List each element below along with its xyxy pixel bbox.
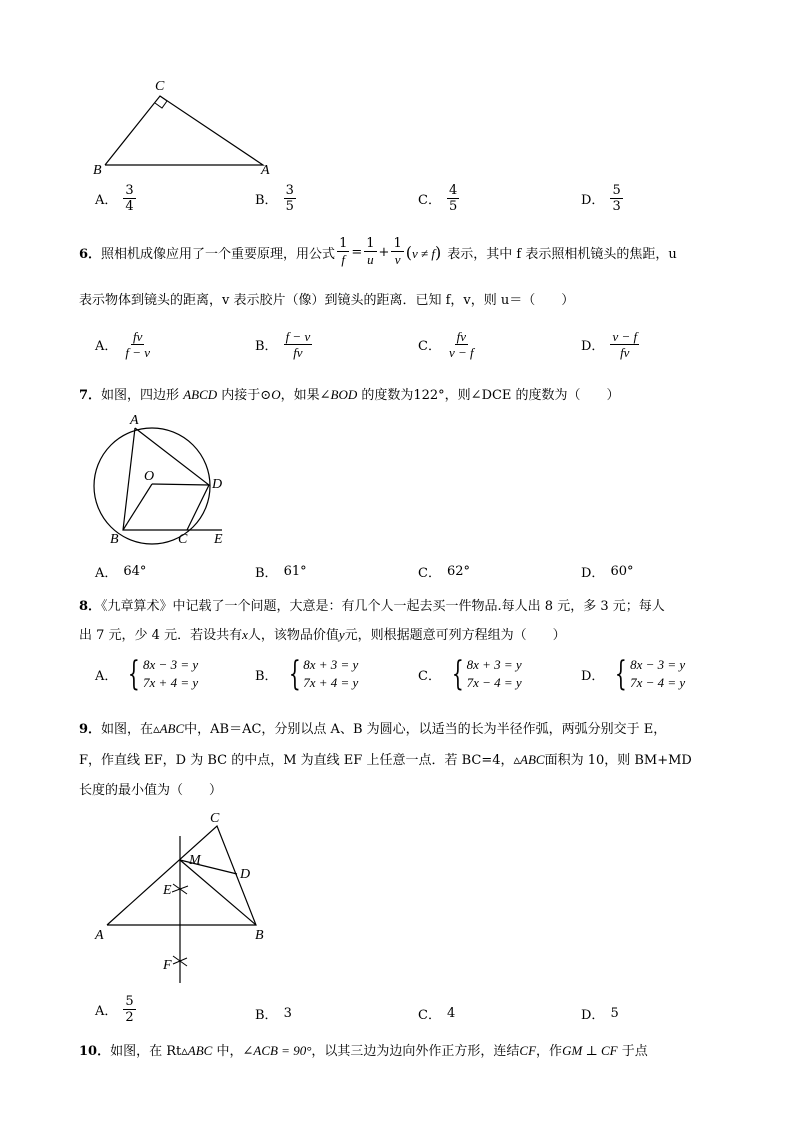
option-label: C． [418,339,441,354]
q8-option-c[interactable] [418,656,522,692]
option-fraction: $\frac{v - f}{fv}$ [612,329,638,360]
option-label: B． [255,668,278,684]
q7-option-b[interactable] [255,562,307,581]
q8-option-b[interactable] [255,656,358,692]
label-F: F [163,958,172,973]
option-fraction: $\frac{3}{5}$ [285,183,294,214]
q6-stem-line2: 表示物体到镜头的距离，v 表示胶片（像）到镜头的距离．已知 f，v，则 u＝（ ） [79,293,575,308]
triangle-sides [105,96,263,165]
option-label: D． [581,339,605,354]
q6-text-b: 表示，其中 f 表示照相机镜头的焦距，u [447,246,677,262]
label-M: M [189,853,201,868]
question-number: 7． [79,388,102,403]
q9-triangle-figure [90,808,280,988]
option-label: D． [581,1008,605,1023]
label-D: D [240,867,251,882]
q8-option-d[interactable] [581,656,685,692]
option-label: A． [95,668,118,684]
option-label: D． [581,566,605,581]
formula-eq: = [351,244,363,260]
option-label: A． [95,1004,118,1019]
q10-stem: 10．如图，在 Rt▵ABC 中，∠ACB = 90°，以其三边为边向外作正方形，连结CF，作GM ⊥ CF 于点 [79,1043,648,1059]
question-number: 8． [79,599,102,614]
label-E: E [214,532,223,547]
equation-system: { 8x − 3 = y 7x + 4 = y [128,654,199,694]
option-fraction: $\frac{f - v}{fv}$ [285,329,311,360]
q9-option-a[interactable] [95,994,136,1025]
option-value: 60° [610,564,634,579]
q6-option-b[interactable] [255,329,312,360]
formula-plus: + [378,244,390,260]
equation-system: { 8x + 3 = y 7x + 4 = y [288,654,359,694]
option-label: A． [95,339,118,354]
option-label: D． [581,668,605,684]
q6-option-c[interactable] [418,329,476,360]
label-A: A [95,928,104,943]
q9-stem-line2: F，作直线 EF，D 为 BC 的中点，M 为直线 EF 上任意一点．若 BC=4，▵ABC面积为 10，则 BM+MD [79,752,692,768]
q5-option-d[interactable] [581,183,623,214]
q8-option-a[interactable] [95,656,198,692]
formula-frac-1f: $\frac{1}{f}$ [339,236,348,267]
q9-option-b[interactable] [255,1004,292,1023]
q9-stem-line3: 长度的最小值为（ ） [79,783,223,798]
q6-text-a: 照相机成像应用了一个重要原理，用公式 [101,246,336,262]
option-label: C． [418,566,441,581]
equation-system: { 8x − 3 = y 7x − 4 = y [615,654,686,694]
q7-circle-figure [90,412,240,548]
option-fraction: $\frac{fv}{v - f}$ [448,329,474,360]
option-value: 64° [123,564,147,579]
option-label: A． [95,193,118,208]
q7-option-a[interactable] [95,562,146,581]
option-fraction: $\frac{5}{2}$ [125,994,134,1025]
q5-triangle-figure [80,74,300,184]
label-C: C [210,811,220,826]
option-fraction: $\frac{5}{3}$ [612,183,621,214]
q6-option-d[interactable] [581,329,639,360]
question-number: 9． [79,722,102,737]
segment-OD [152,484,209,485]
option-fraction: $\frac{fv}{f - v}$ [125,329,151,360]
right-angle-mark [155,96,167,108]
q5-option-b[interactable] [255,183,296,214]
formula-frac-1u: $\frac{1}{u}$ [366,236,375,267]
label-D: D [212,477,223,492]
option-label: C． [418,1008,441,1023]
formula-condition: (v ≠ f) [405,242,442,262]
label-B: B [110,532,119,547]
formula-frac-1v: $\frac{1}{v}$ [393,236,402,267]
q6-stem-line1 [79,236,677,268]
label-B: B [255,928,264,943]
question-number: 10． [79,1044,111,1059]
label-E: E [163,883,172,898]
q7-option-d[interactable] [581,562,633,581]
label-A: A [130,413,139,428]
option-value: 61° [283,564,307,579]
option-label: A． [95,566,118,581]
q8-stem-line1: 8．《九章算术》中记载了一个问题，大意是：有几个人一起去买一件物品.每人出 8 元，多 3 元；每人 [79,599,665,614]
q7-stem: 7．如图，四边形 ABCD 内接于⊙O，如果∠BOD 的度数为122°，则∠DCE 的度数为（ ） [79,387,620,403]
label-C: C [155,79,165,94]
option-value: 62° [446,564,470,579]
option-value: 5 [610,1006,619,1021]
triangle-abc [107,826,256,925]
option-label: C． [418,193,441,208]
option-label: B． [255,193,278,208]
option-label: B． [255,1008,278,1023]
q6-option-a[interactable] [95,329,152,360]
option-fraction: $\frac{4}{5}$ [448,183,458,214]
equation-system: { 8x + 3 = y 7x − 4 = y [451,654,522,694]
q9-stem-line1: 9．如图，在▵ABC中，AB＝AC，分别以点 A、B 为圆心，以适当的长为半径作弧，两弧分别交于 E， [79,721,667,737]
option-label: B． [255,339,278,354]
option-fraction: $\frac{3}{4}$ [125,183,134,214]
quadrilateral-abcd [123,428,209,530]
option-label: B． [255,566,278,581]
question-number: 6． [79,246,102,262]
q7-option-c[interactable] [418,562,470,581]
q8-stem-line2: 出 7 元，少 4 元．若设共有x人，该物品价值y元，则根据题意可列方程组为（ ） [79,627,566,643]
label-B: B [93,163,102,178]
option-value: 3 [283,1006,292,1021]
label-C: C [178,532,188,547]
q9-option-c[interactable] [418,1004,455,1023]
option-label: D． [581,193,605,208]
label-O: O [144,469,155,484]
q5-option-a[interactable] [95,183,136,214]
option-value: 4 [446,1006,456,1021]
option-label: C． [418,668,441,684]
label-A: A [261,163,270,178]
q9-option-d[interactable] [581,1004,619,1023]
q5-option-c[interactable] [418,183,459,214]
circle-o [94,428,210,544]
